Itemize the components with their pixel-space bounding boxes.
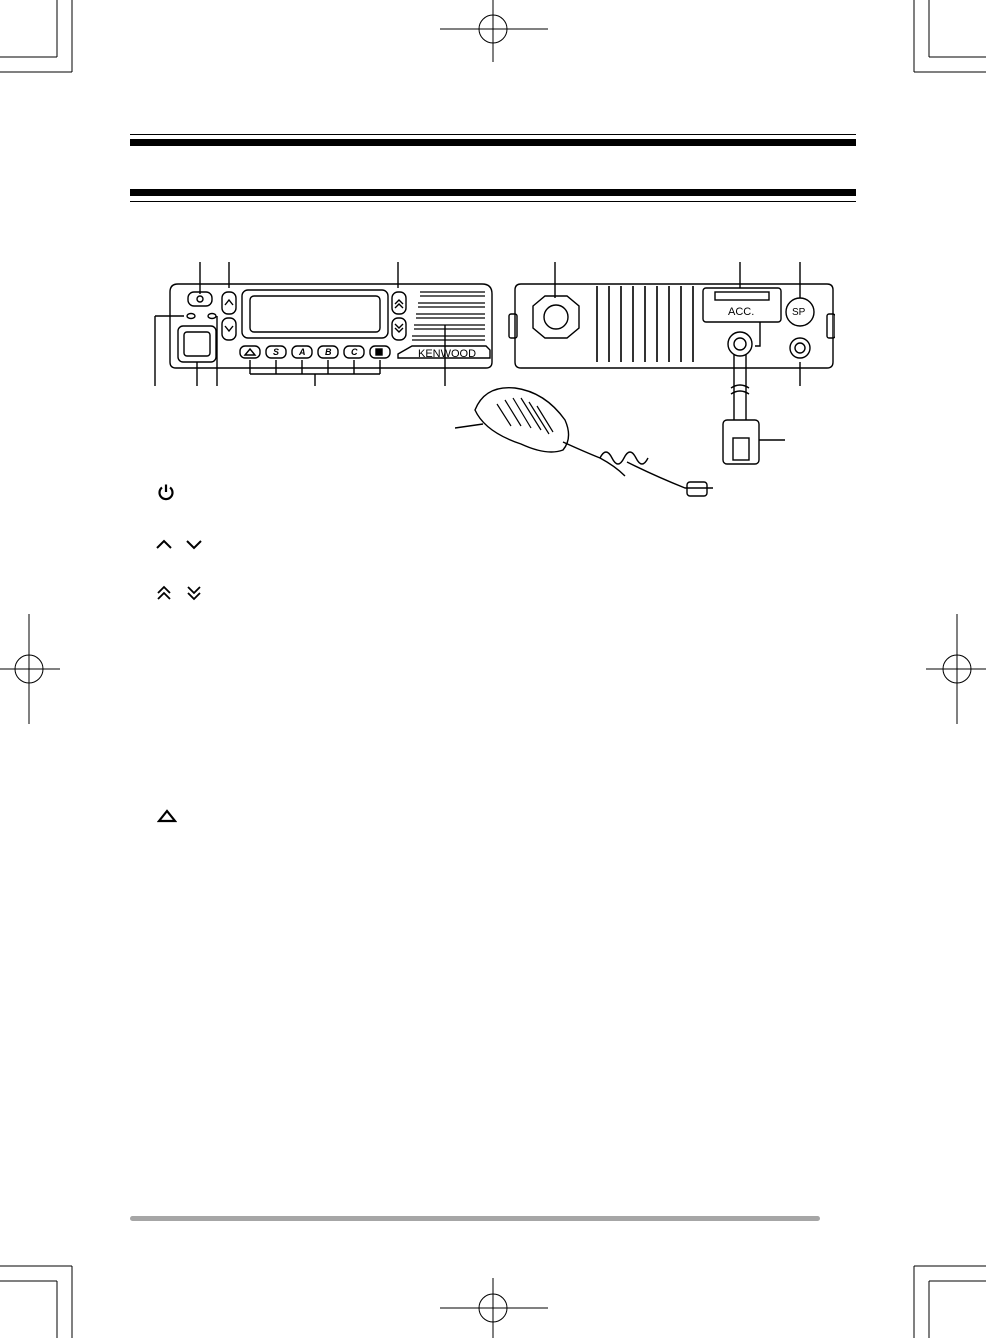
heading-rule-top-thick [130,139,856,146]
key-b-label: B [325,347,332,357]
heading-rule-bottom [130,201,856,202]
sp-jack-label: SP [792,307,806,318]
up-down-icon [155,537,205,551]
heading-rule-bottom-thick [130,189,856,196]
key-a-label: A [299,347,306,357]
front-panel-diagram [150,262,500,392]
microphone-diagram [455,380,735,510]
heading-rule-top [130,134,856,135]
front-brand-label: KENWOOD [418,348,477,360]
triangle-up-icon [157,809,177,823]
double-up-down-icon [155,584,205,602]
acc-port-label: ACC. [728,306,755,318]
power-icon [157,483,175,501]
key-c-label: C [351,347,358,357]
footer-rule [130,1216,820,1221]
key-s-label: S [273,347,280,357]
